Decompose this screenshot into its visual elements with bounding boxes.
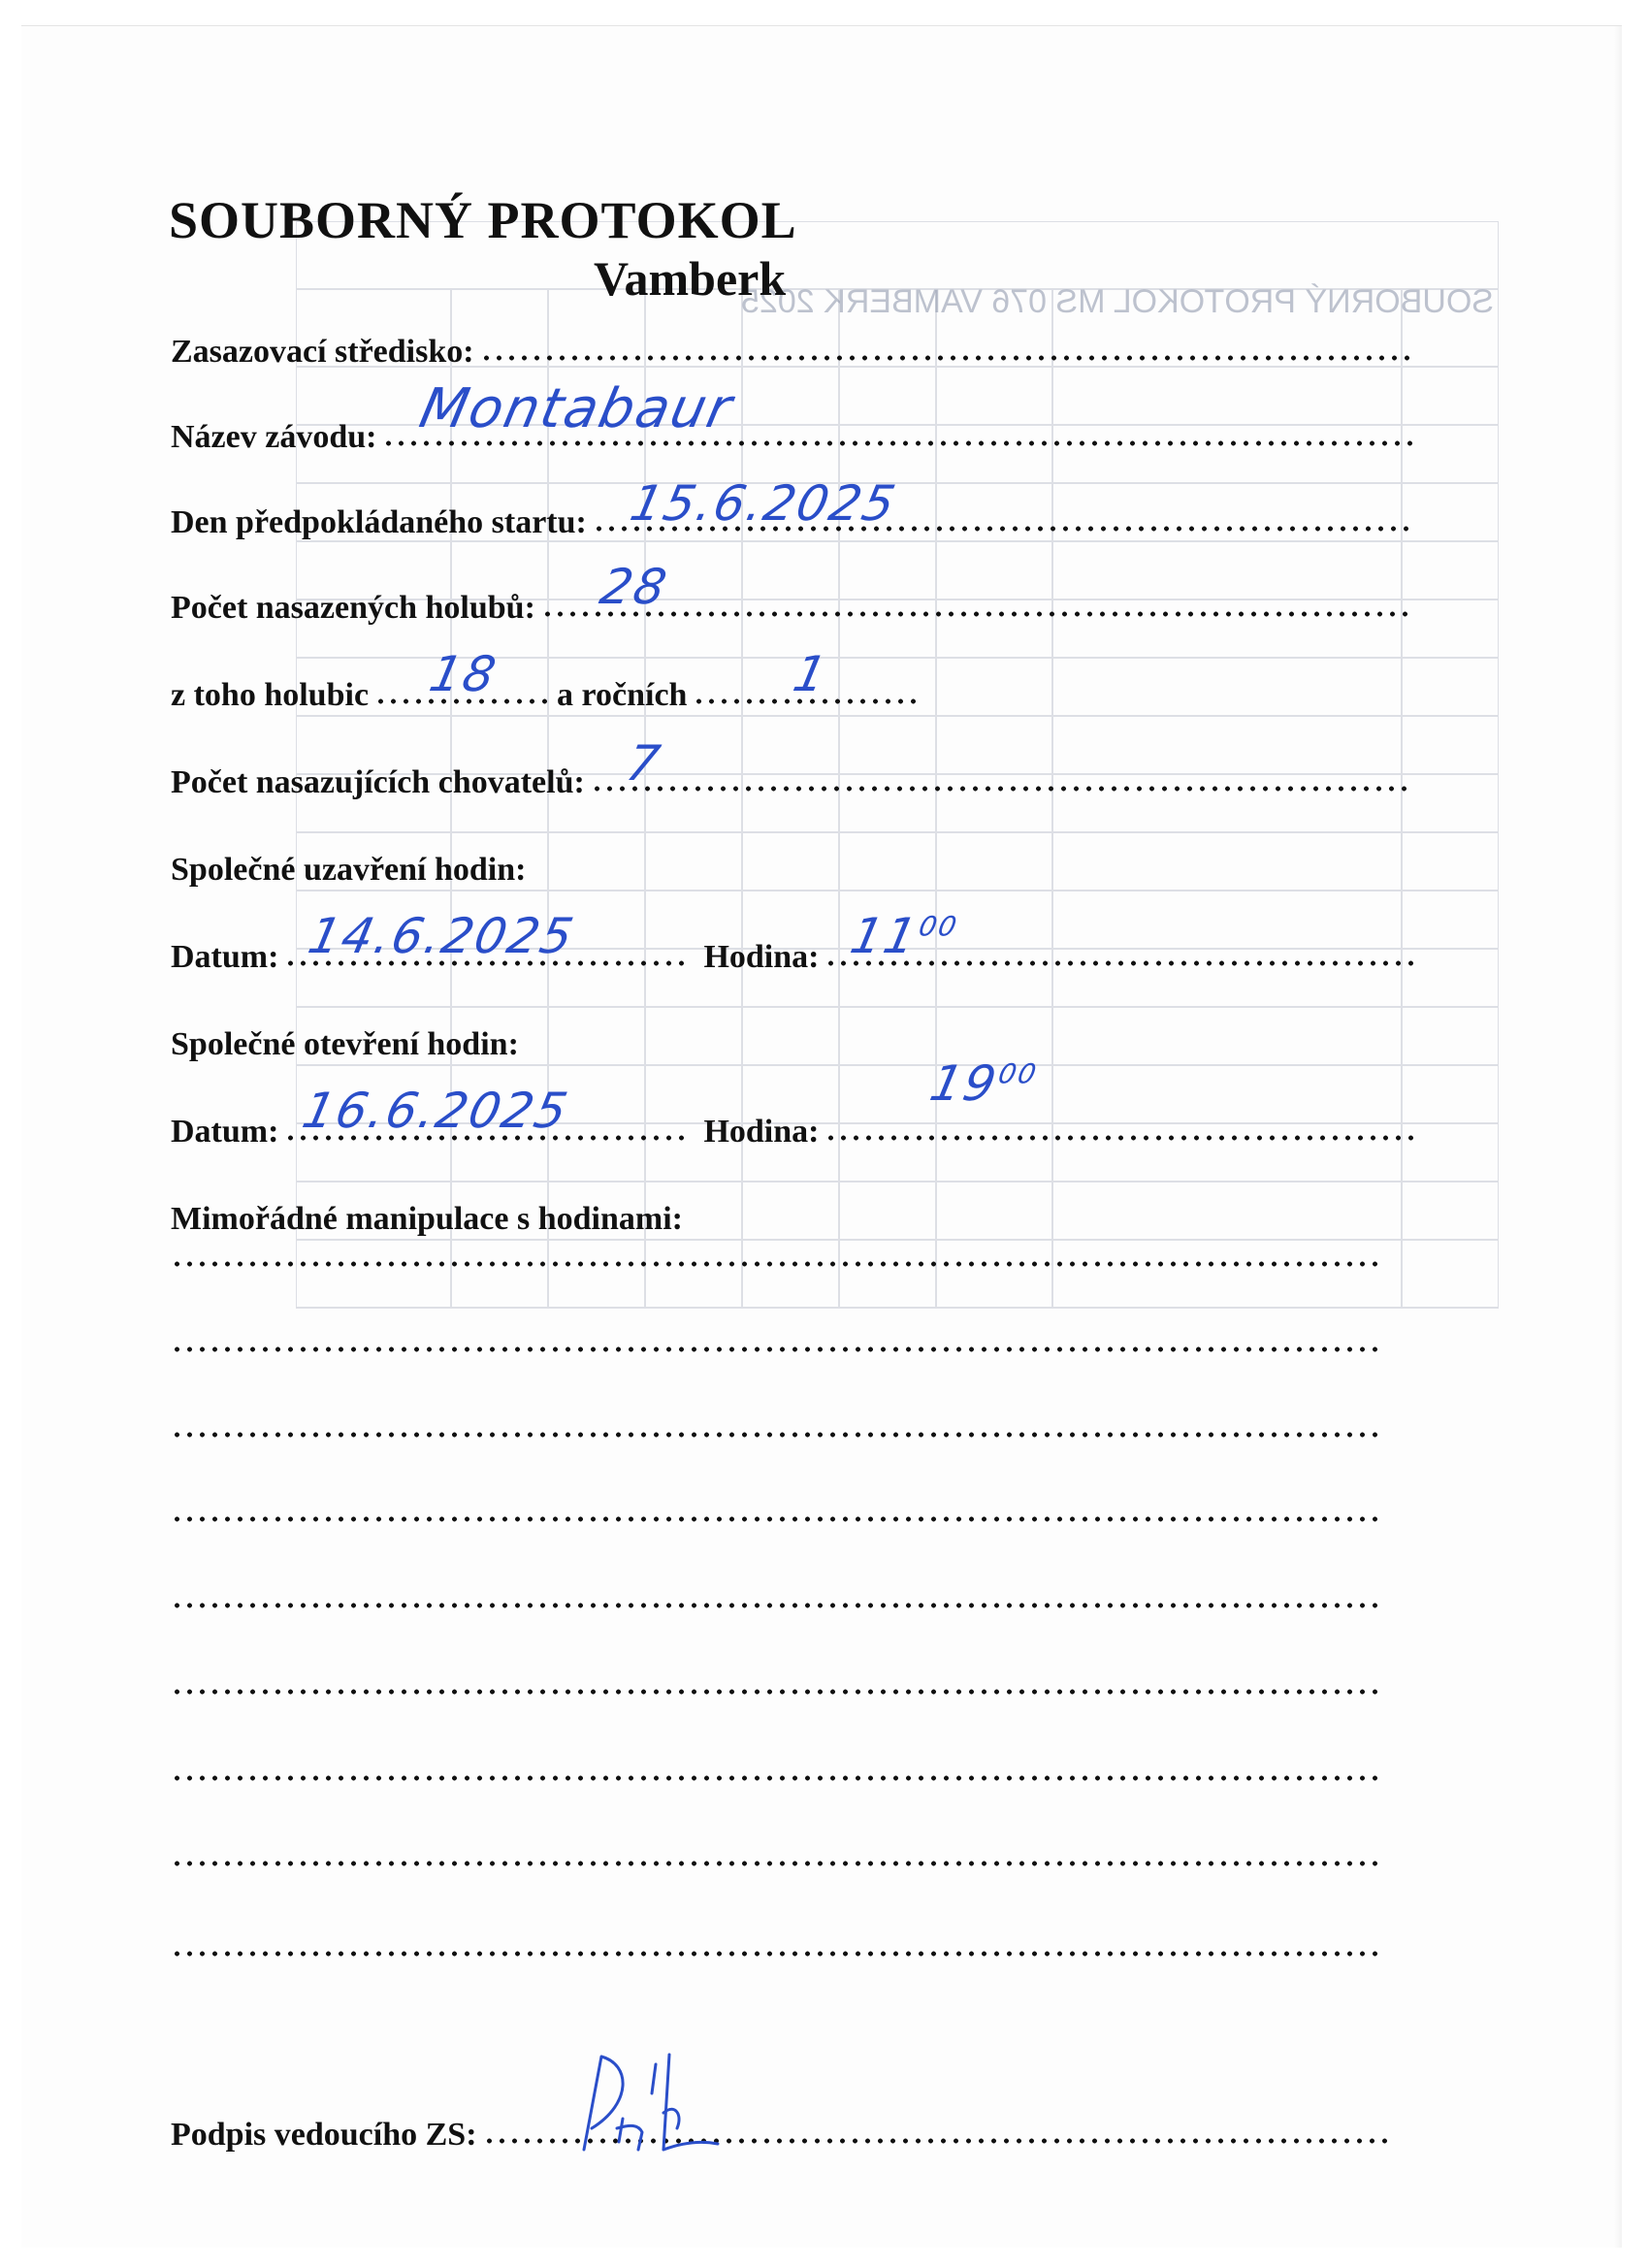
manipulation-line[interactable] <box>171 1346 1385 1352</box>
manipulation-line[interactable] <box>171 1861 1385 1866</box>
yearlings-label: a ročních <box>557 677 688 713</box>
opening-date-field[interactable] <box>284 1083 692 1141</box>
manipulation-line[interactable] <box>171 1689 1385 1695</box>
opening-hour-value: $19^{00}$ <box>925 1055 1042 1112</box>
manipulation-line[interactable] <box>171 1432 1385 1438</box>
hens-label: z toho holubic <box>171 677 370 713</box>
manipulations-row <box>171 1180 1416 1238</box>
opening-date-label: Datum: <box>171 1114 279 1150</box>
opening-heading: Společné otevření hodin: <box>171 1026 519 1062</box>
page-title: SOUBORNÝ PROTOKOL <box>169 191 797 249</box>
handwritten-signature <box>563 2035 728 2161</box>
opening-heading-row <box>171 1005 1416 1063</box>
breeders-field[interactable] <box>591 735 1414 792</box>
start-date-row <box>171 475 1416 541</box>
center-label: Zasazovací středisko: <box>171 334 474 370</box>
start-date-label: Den předpokládaného startu: <box>171 504 587 540</box>
closing-heading-row <box>171 830 1416 889</box>
closing-date-field[interactable] <box>284 908 692 966</box>
race-value: Montabaur <box>414 377 740 440</box>
center-row <box>171 312 1416 371</box>
opening-hour-label: Hodina: <box>703 1114 820 1150</box>
opening-date-value: 16.6.2025 <box>298 1083 575 1139</box>
pigeons-row <box>171 559 1416 627</box>
pigeons-value: 28 <box>595 559 673 615</box>
signature-label: Podpis vedoucího ZS: <box>171 2117 477 2153</box>
breeders-label: Počet nasazujících chovatelů: <box>171 764 585 800</box>
manipulation-line[interactable] <box>171 1775 1385 1781</box>
manipulation-line[interactable] <box>171 1261 1385 1267</box>
opening-time-row <box>171 1055 1416 1150</box>
center-field[interactable] <box>480 355 1414 361</box>
race-field[interactable] <box>382 377 1414 446</box>
start-date-field[interactable] <box>593 475 1414 532</box>
race-label: Název závodu: <box>171 419 377 455</box>
closing-hour-label: Hodina: <box>703 939 820 975</box>
bleed-through-title: SOUBORNÝ PROTOKOL MS 076 VAMBERK 2025 <box>741 283 1494 320</box>
hens-field[interactable] <box>374 646 549 704</box>
breeders-row <box>171 735 1416 801</box>
manipulation-line[interactable] <box>171 1516 1385 1522</box>
manipulation-line[interactable] <box>171 1603 1385 1608</box>
signature-row <box>171 2095 1395 2154</box>
closing-time-row <box>171 908 1416 976</box>
race-row <box>171 377 1416 456</box>
pigeons-label: Počet nasazených holubů: <box>171 590 535 626</box>
closing-date-value: 14.6.2025 <box>304 908 581 964</box>
closing-hour-value: $11^{00}$ <box>846 908 962 964</box>
closing-heading: Společné uzavření hodin: <box>171 852 527 888</box>
pigeons-field[interactable] <box>541 559 1414 617</box>
opening-hour-field[interactable] <box>824 1055 1414 1141</box>
yearlings-value: 1 <box>789 646 834 702</box>
hens-value: 18 <box>424 646 502 702</box>
hens-row <box>171 646 918 714</box>
manipulation-line[interactable] <box>171 1951 1385 1957</box>
yearlings-field[interactable] <box>693 646 916 704</box>
closing-date-label: Datum: <box>171 939 279 975</box>
breeders-value: 7 <box>621 735 666 792</box>
start-date-value: 15.6.2025 <box>625 475 902 532</box>
manipulations-label: Mimořádné manipulace s hodinami: <box>171 1201 683 1237</box>
closing-hour-field[interactable] <box>824 908 1414 966</box>
page-subtitle: Vamberk <box>594 251 787 306</box>
